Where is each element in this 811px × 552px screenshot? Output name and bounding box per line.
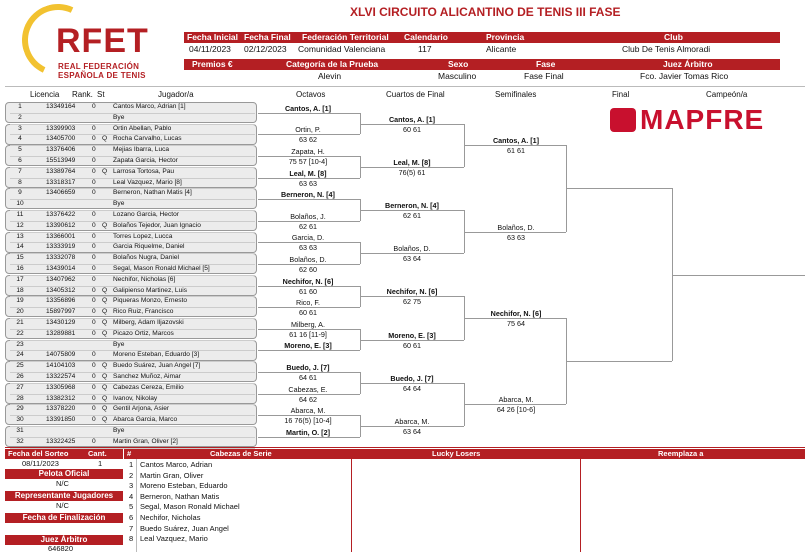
label-fase: Fase: [536, 59, 556, 69]
match-score: 64 26 [10-6]: [496, 405, 536, 415]
license-number: 13406659: [46, 189, 76, 197]
player-name: Abarca Garcia, Marco: [113, 416, 178, 424]
license-number: 13391850: [46, 416, 76, 424]
winner-name: Zapata, H.: [291, 147, 325, 156]
winner-name: Berneron, N. [4]: [281, 190, 335, 200]
player-name: Segal, Mason Ronald Michael [5]: [113, 265, 210, 272]
draw-position: 12: [16, 221, 24, 229]
seed-number: 7: [129, 523, 134, 533]
match-score: 64 62: [299, 394, 317, 404]
label-premios: Premios €: [192, 59, 233, 69]
mapfre-icon: [610, 108, 636, 132]
license-number: 14075809: [46, 351, 76, 359]
license-number: 13399903: [46, 124, 76, 132]
value-juez: Fco. Javier Tomas Rico: [640, 71, 729, 81]
rank-value: 0: [92, 329, 96, 337]
col-cuartos: Cuartos de Final: [386, 90, 445, 99]
match-score: 63 63: [299, 178, 317, 188]
player-name: Leal Vazquez, Mario [8]: [113, 178, 182, 186]
draw-position: 16: [16, 265, 24, 272]
status-value: Q: [102, 167, 108, 175]
value-cant: 1: [98, 459, 103, 468]
status-value: Q: [102, 383, 108, 391]
player-name: Rocha Carvalho, Lucas: [113, 135, 182, 143]
winner-name: Nechifor, N. [6]: [386, 287, 438, 297]
seed-name: Moreno Esteban, Eduardo: [140, 481, 228, 491]
player-name: Mejias Ibarra, Luca: [113, 146, 170, 154]
winner-name: Moreno, E. [3]: [284, 341, 332, 351]
player-name: Sanchez Muñoz, Aimar: [113, 373, 181, 380]
label-calendario: Calendario: [404, 32, 448, 42]
bracket-line: [258, 307, 360, 308]
rank-value: 0: [92, 416, 96, 424]
status-value: Q: [102, 416, 108, 424]
draw-position: 13: [16, 232, 24, 240]
rank-value: 0: [92, 167, 96, 175]
player-name: Milberg, Adam Iljazovski: [113, 319, 184, 326]
draw-position: 21: [16, 319, 24, 326]
license-number: 13378220: [46, 405, 76, 413]
license-number: 13407962: [46, 275, 76, 283]
match-score: 61 61: [507, 146, 525, 156]
draw-position: 29: [16, 405, 24, 413]
player-name: Lozano Garcia, Hector: [113, 211, 179, 218]
draw-position: 3: [18, 124, 22, 132]
rank-value: 0: [92, 297, 96, 305]
player-name: Cabezas Cereza, Emilio: [113, 383, 184, 391]
label-representante: Representante Jugadores: [5, 491, 123, 501]
match-score: 62 75: [403, 297, 421, 307]
license-number: 14104103: [46, 362, 76, 370]
player-name: Buedo Suárez, Juan Angel [7]: [113, 362, 201, 370]
winner-name: Bolaños, D.: [289, 255, 327, 264]
bracket-line: [360, 210, 464, 211]
draw-position: 19: [16, 297, 24, 305]
bracket-line: [566, 188, 672, 189]
rank-value: 0: [92, 243, 96, 251]
label-federacion: Federación Territorial: [302, 32, 389, 42]
seed-name: Nechifor, Nicholas: [140, 513, 201, 522]
match-score: 64 64: [403, 383, 421, 393]
bracket-line: [360, 253, 464, 254]
row-divider: [10, 426, 255, 427]
col-semifinales: Semifinales: [495, 90, 537, 99]
value-provincia: Alicante: [486, 44, 517, 54]
draw-position: 25: [16, 362, 24, 370]
status-value: Q: [102, 286, 108, 294]
label-club: Club: [664, 32, 683, 42]
license-number: 15513949: [46, 157, 76, 164]
bracket-line: [258, 286, 360, 287]
value-federacion: Comunidad Valenciana: [298, 44, 386, 54]
license-number: 13382312: [46, 394, 76, 402]
rank-value: 0: [92, 394, 96, 402]
match-score: 63 63: [299, 243, 317, 253]
match-score: 60 61: [299, 308, 317, 318]
value-fecha-inicial: 04/11/2023: [189, 44, 231, 54]
winner-name: Bolaños, D.: [497, 222, 535, 232]
draw-position: 22: [16, 329, 24, 337]
winner-name: Martin, O. [2]: [286, 427, 330, 437]
status-value: Q: [102, 297, 108, 305]
rank-value: 0: [92, 275, 96, 283]
bracket-line: [360, 340, 464, 341]
match-score: 64 61: [299, 373, 317, 382]
rank-value: 0: [92, 124, 96, 132]
value-fase: Fase Final: [524, 71, 564, 81]
rank-value: 0: [92, 157, 96, 164]
rank-value: 0: [92, 437, 96, 445]
bracket-line: [258, 372, 360, 373]
bracket-line: [258, 350, 360, 351]
draw-position: 17: [16, 275, 24, 283]
rank-value: 0: [92, 351, 96, 359]
rank-value: 0: [92, 221, 96, 229]
status-value: Q: [102, 319, 108, 326]
bracket-line: [360, 124, 464, 125]
seed-name: Cantos Marco, Adrian: [140, 460, 213, 469]
draw-position: 26: [16, 373, 24, 380]
winner-name: Ortin, P.: [295, 125, 321, 135]
license-number: 13332078: [46, 254, 76, 262]
bracket-line: [360, 296, 464, 297]
bracket-line: [464, 145, 566, 146]
rank-value: 0: [92, 362, 96, 370]
player-name: Ortin Abellan, Pablo: [113, 124, 172, 132]
winner-name: Buedo, J. [7]: [286, 363, 330, 372]
footer-divider-1: [351, 459, 352, 552]
player-name: Nechifor, Nicholas [6]: [113, 275, 176, 283]
seed-number: 8: [129, 534, 134, 544]
bracket-line: [258, 415, 360, 416]
label-cant: Cant.: [88, 449, 107, 458]
license-number: 13405312: [46, 286, 76, 294]
seed-name: Leal Vazquez, Mario: [140, 534, 208, 544]
bracket-line: [258, 329, 360, 330]
match-score: 61 60: [299, 286, 317, 296]
label-pelota: Pelota Oficial: [5, 469, 123, 479]
col-campeon: Campeón/a: [706, 90, 748, 99]
col-jugador: Jugador/a: [158, 90, 194, 99]
player-name: Martin Gran, Oliver [2]: [113, 437, 178, 445]
seed-number: 3: [129, 481, 134, 491]
rank-value: 0: [92, 135, 96, 143]
col-licencia: Licencia: [30, 90, 60, 99]
license-number: 13356896: [46, 297, 76, 305]
winner-name: Abarca, M.: [498, 395, 534, 405]
draw-position: 2: [18, 113, 22, 121]
rank-value: 0: [92, 373, 96, 380]
match-score: 62 60: [299, 265, 317, 274]
label-fecha-inicial: Fecha Inicial: [187, 32, 239, 42]
label-fecha-final: Fecha Final: [244, 32, 291, 42]
match-score: 63 62: [299, 135, 317, 145]
status-value: Q: [102, 405, 108, 413]
label-juez-footer: Juez Árbitro: [5, 535, 123, 545]
seed-name: Buedo Suárez, Juan Angel: [140, 523, 229, 533]
header-divider: [5, 86, 805, 87]
label-categoria: Categoría de la Prueba: [286, 59, 379, 69]
draw-position: 23: [16, 340, 24, 348]
draw-position: 18: [16, 286, 24, 294]
license-number: 13366001: [46, 232, 76, 240]
footer-top-line: [5, 447, 805, 448]
license-number: 13322425: [46, 437, 76, 445]
bracket-line: [258, 437, 360, 438]
match-score: 63 63: [507, 232, 525, 242]
player-name: Torres Lopez, Lucca: [113, 232, 173, 240]
value-fecha-sorteo: 08/11/2023: [22, 459, 59, 468]
col-final: Final: [612, 90, 630, 99]
bracket-line: [258, 242, 360, 243]
rank-value: 0: [92, 286, 96, 294]
draw-position: 4: [18, 135, 22, 143]
winner-name: Cantos, A. [1]: [388, 114, 436, 124]
seed-name: Martin Gran, Oliver: [140, 470, 204, 480]
seed-number: 6: [129, 513, 134, 522]
player-name: Gentil Arjona, Asier: [113, 405, 170, 413]
player-name: Berneron, Nathan Matis [4]: [113, 189, 192, 197]
player-name: Bolaños Tejedor, Juan Ignacio: [113, 221, 201, 229]
license-number: 13289881: [46, 329, 76, 337]
rank-value: 0: [92, 211, 96, 218]
match-score: 75 64: [507, 319, 525, 328]
player-name: Cantos Marco, Adrian [1]: [113, 103, 186, 110]
winner-name: Berneron, N. [4]: [385, 201, 439, 210]
winner-name: Milberg, A.: [291, 319, 325, 329]
license-number: 15897997: [46, 308, 76, 316]
player-name: Piqueras Monzo, Ernesto: [113, 297, 188, 305]
seed-number: 2: [129, 470, 134, 480]
player-name: Picazo Ortiz, Marcos: [113, 329, 174, 337]
seed-number: 1: [129, 460, 134, 469]
rank-value: 0: [92, 405, 96, 413]
seed-number: 4: [129, 491, 134, 501]
winner-name: Cantos, A. [1]: [492, 136, 540, 146]
row-divider: [10, 199, 255, 200]
winner-name: Cantos, A. [1]: [284, 103, 332, 113]
status-value: Q: [102, 394, 108, 402]
player-name: Garcia Riquelme, Daniel: [113, 243, 185, 251]
draw-position: 11: [16, 211, 24, 218]
match-score: 62 61: [403, 211, 421, 220]
col-st: St: [97, 90, 105, 99]
bracket-line: [360, 383, 464, 384]
label-finalizacion: Fecha de Finalización: [5, 513, 123, 523]
draw-position: 14: [16, 243, 24, 251]
value-fecha-final: 02/12/2023: [244, 44, 287, 54]
label-provincia: Provincia: [486, 32, 525, 42]
license-number: 13376406: [46, 146, 76, 154]
draw-position: 20: [16, 308, 24, 316]
bracket-line: [672, 275, 805, 276]
rank-value: 0: [92, 103, 96, 110]
sponsor-logo: MAPFRE: [640, 104, 765, 135]
draw-position: 6: [18, 157, 22, 164]
row-divider: [10, 340, 255, 341]
bracket-line: [566, 361, 672, 362]
seed-name: Berneron, Nathan Matis: [140, 491, 220, 501]
license-number: 13322574: [46, 373, 76, 380]
logo: RFET: [56, 22, 149, 60]
bracket-line: [464, 404, 566, 405]
draw-position: 5: [18, 146, 22, 154]
draw-position: 7: [18, 167, 22, 175]
label-hash: #: [127, 449, 132, 458]
license-number: 13376422: [46, 211, 76, 218]
seed-number: 5: [129, 502, 134, 512]
winner-name: Moreno, E. [3]: [388, 330, 436, 340]
winner-name: Leal, M. [8]: [289, 168, 327, 178]
rank-value: 0: [92, 146, 96, 154]
value-sexo: Masculino: [438, 71, 477, 81]
player-name: Bolaños Nugra, Daniel: [113, 254, 179, 262]
bracket-line: [258, 113, 360, 114]
label-reemplaza: Reemplaza a: [658, 449, 704, 458]
status-value: Q: [102, 308, 108, 316]
draw-position: 30: [16, 416, 24, 424]
draw-position: 1: [18, 103, 22, 110]
draw-position: 31: [16, 427, 24, 434]
status-value: Q: [102, 373, 108, 380]
value-calendario: 117: [418, 44, 432, 54]
player-name: Moreno Esteban, Eduardo [3]: [113, 351, 200, 359]
rank-value: 0: [92, 189, 96, 197]
col-rank: Rank.: [72, 90, 93, 99]
draw-position: 24: [16, 351, 24, 359]
license-number: 13405700: [46, 135, 76, 143]
bracket-line: [360, 167, 464, 168]
player-name: Galipienso Martinez, Luis: [113, 286, 188, 294]
match-score: 75 57 [10-4]: [288, 157, 328, 166]
value-pelota: N/C: [56, 479, 69, 488]
value-club: Club De Tenis Almoradi: [622, 44, 711, 54]
winner-name: Nechifor, N. [6]: [490, 309, 542, 318]
label-juez: Juez Árbitro: [663, 59, 713, 69]
bracket-line: [258, 134, 360, 135]
logo-subtitle-2: ESPAÑOLA DE TENIS: [58, 71, 146, 80]
rank-value: 0: [92, 254, 96, 262]
value-juez-footer: 646820: [48, 544, 74, 552]
draw-position: 32: [16, 437, 24, 445]
status-value: Q: [102, 362, 108, 370]
license-number: 13389764: [46, 167, 76, 175]
status-value: Q: [102, 221, 108, 229]
footer-divider-num: [136, 459, 137, 552]
player-name: Bye: [113, 427, 125, 434]
license-number: 13430129: [46, 319, 76, 326]
row-divider: [10, 113, 255, 114]
bracket-line: [464, 232, 566, 233]
player-name: Bye: [113, 340, 125, 348]
winner-name: Buedo, J. [7]: [390, 373, 434, 383]
rank-value: 0: [92, 178, 96, 186]
status-value: Q: [102, 135, 108, 143]
bracket-line: [258, 199, 360, 200]
label-sexo: Sexo: [448, 59, 469, 69]
label-cabezas-serie: Cabezas de Serie: [210, 449, 272, 458]
player-name: Rico Ruiz, Francisco: [113, 308, 174, 316]
match-score: 62 61: [299, 221, 317, 231]
match-score: 16 76(5) [10-4]: [284, 416, 332, 426]
draw-position: 10: [16, 200, 24, 208]
bracket-line: [258, 221, 360, 222]
rank-value: 0: [92, 383, 96, 391]
value-categoria: Alevin: [318, 71, 342, 81]
license-number: 13318317: [46, 178, 76, 186]
rank-value: 0: [92, 319, 96, 326]
winner-name: Rico, F.: [296, 298, 320, 308]
bracket-line: [258, 178, 360, 179]
bracket-line: [258, 394, 360, 395]
seed-name: Segal, Mason Ronald Michael: [140, 502, 240, 512]
value-representante: N/C: [56, 501, 69, 510]
winner-name: Cabezas, E.: [288, 384, 328, 394]
player-name: Bye: [113, 200, 125, 208]
draw-position: 15: [16, 254, 24, 262]
license-number: 13333919: [46, 243, 76, 251]
rank-value: 0: [92, 232, 96, 240]
player-name: Ivanov, Nikolay: [113, 394, 158, 402]
winner-name: Abarca, M.: [290, 406, 326, 416]
rank-value: 0: [92, 308, 96, 316]
player-name: Bye: [113, 113, 125, 121]
draw-position: 27: [16, 383, 24, 391]
player-name: Zapata Garcia, Hector: [113, 157, 178, 164]
rank-value: 0: [92, 265, 96, 272]
match-score: 63 64: [403, 254, 421, 264]
license-number: 13305968: [46, 383, 76, 391]
winner-name: Garcia, D.: [291, 233, 325, 243]
bracket-line: [258, 264, 360, 265]
match-score: 76(5) 61: [398, 167, 426, 177]
match-score: 60 61: [403, 340, 421, 350]
col-octavos: Octavos: [296, 90, 326, 99]
winner-name: Nechifor, N. [6]: [282, 276, 334, 286]
winner-name: Abarca, M.: [394, 417, 430, 426]
bracket-line: [464, 318, 566, 319]
winner-name: Bolaños, D.: [393, 244, 431, 254]
match-score: 61 16 [11-9]: [289, 329, 327, 339]
match-score: 60 61: [403, 124, 421, 134]
license-number: 13390612: [46, 221, 76, 229]
player-name: Larrosa Tortosa, Pau: [113, 167, 175, 175]
draw-position: 28: [16, 394, 24, 402]
winner-name: Leal, M. [8]: [393, 157, 431, 167]
license-number: 13349164: [46, 103, 76, 110]
draw-position: 9: [18, 189, 22, 197]
label-fecha-sorteo: Fecha del Sorteo: [8, 449, 69, 458]
bracket-line: [258, 156, 360, 157]
tournament-title: XLVI CIRCUITO ALICANTINO DE TENIS III FASE: [350, 5, 621, 19]
label-lucky-losers: Lucky Losers: [432, 449, 481, 458]
winner-name: Bolaños, J.: [290, 211, 326, 221]
license-number: 13439014: [46, 265, 76, 272]
logo-subtitle-1: REAL FEDERACIÓN: [58, 62, 140, 71]
status-value: Q: [102, 329, 108, 337]
draw-position: 8: [18, 178, 22, 186]
match-score: 63 64: [403, 427, 421, 436]
footer-divider-2: [580, 459, 581, 552]
bracket-line: [360, 426, 464, 427]
